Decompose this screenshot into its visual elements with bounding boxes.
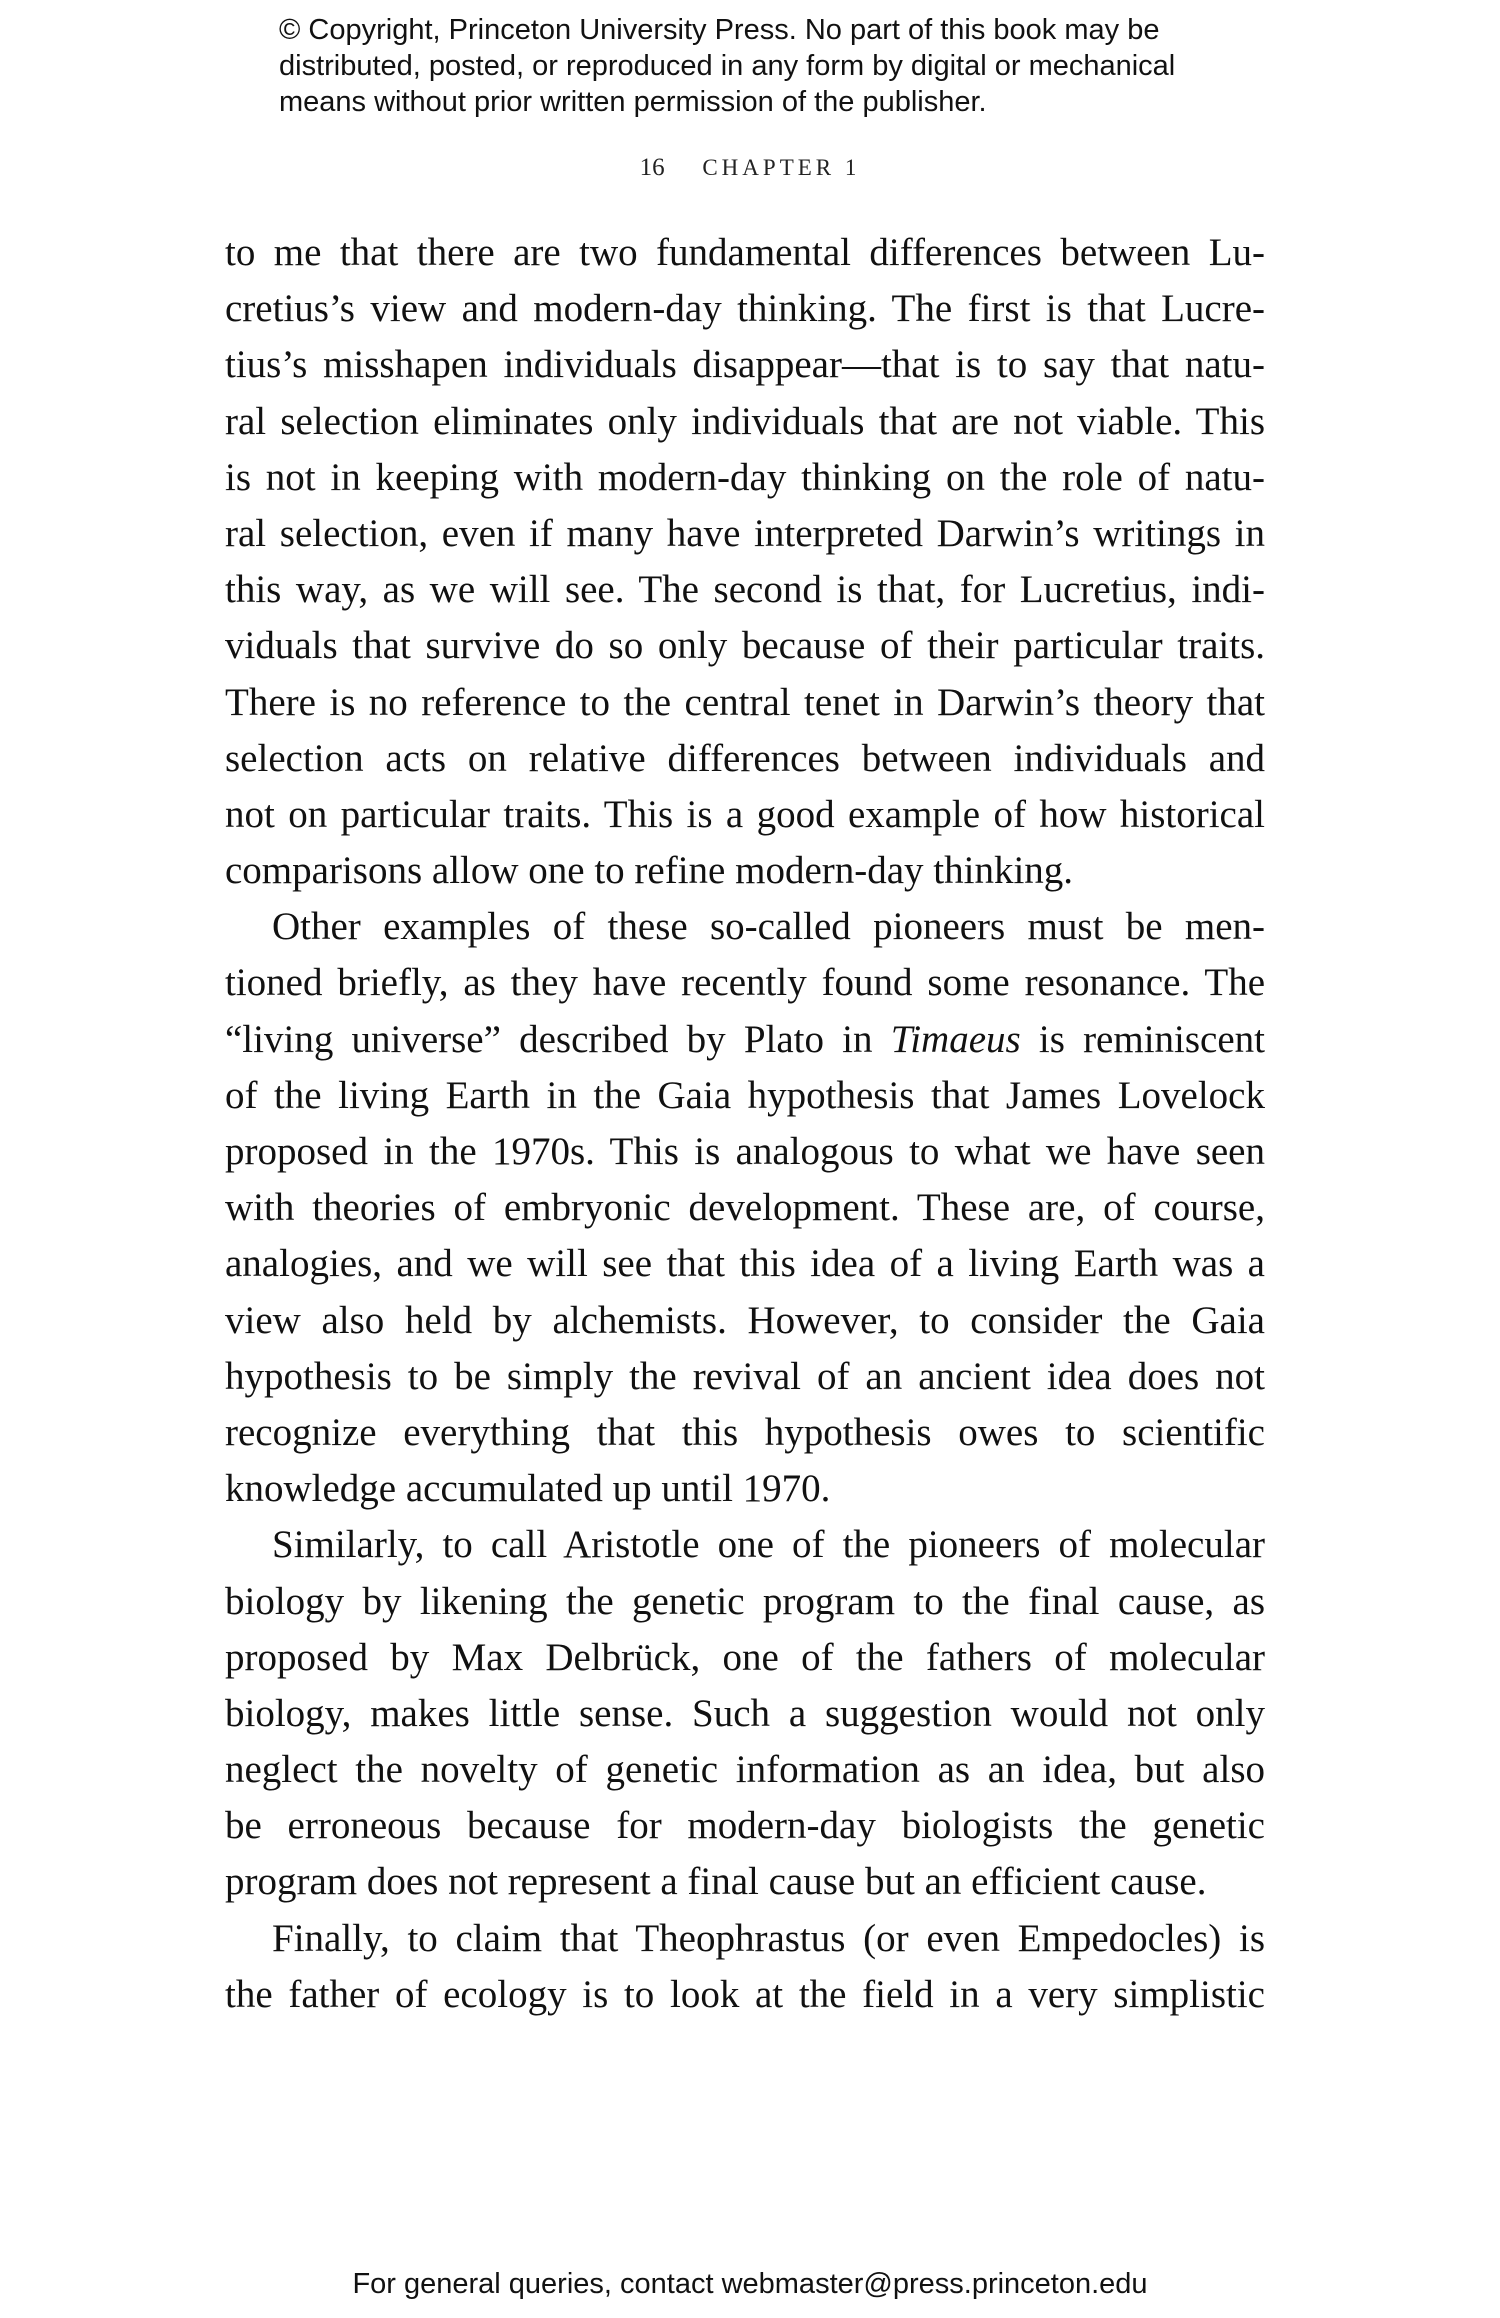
text-line: tioned briefly, as they have recently found some resonance. The — [225, 961, 1265, 1005]
text-line: proposed by Max Delbrück, one of the fathers of molecular — [225, 1635, 1265, 1679]
text-line: tius’s misshapen individuals disappear—that is to say that natu- — [225, 343, 1265, 387]
text-line: Finally, to claim that Theophrastus (or even Empedocles) is — [272, 1916, 1265, 1960]
book-title: Timaeus — [890, 1017, 1021, 1061]
chapter-label: CHAPTER 1 — [702, 155, 861, 180]
text-line: be erroneous because for modern-day biologists the genetic — [225, 1804, 1265, 1848]
copyright-notice — [279, 12, 1279, 120]
text-line: There is no reference to the central tenet in Darwin’s theory that — [225, 680, 1265, 724]
text-line: recognize everything that this hypothesis owes to scientific — [225, 1410, 1265, 1454]
text-line: of the living Earth in the Gaia hypothesis that James Lovelock — [225, 1073, 1265, 1117]
text-line: ral selection eliminates only individuals that are not viable. This — [225, 399, 1265, 443]
text-line: neglect the novelty of genetic information as an idea, but also — [225, 1748, 1265, 1792]
text-line: selection acts on relative differences between individuals and — [225, 736, 1265, 780]
text-line: with theories of embryonic development. These are, of course, — [225, 1186, 1265, 1230]
text-line: viduals that survive do so only because of their particular traits. — [225, 624, 1265, 668]
footer-contact: For general queries, contact webmaster@press.princeton.edu — [352, 2268, 1148, 2300]
text-line: this way, as we will see. The second is that, for Lucretius, indi- — [225, 568, 1265, 612]
text-line: comparisons allow one to refine modern-day thinking. — [225, 849, 1074, 893]
text-line: biology by likening the genetic program to the final cause, as — [225, 1579, 1265, 1623]
text-line: cretius’s view and modern-day thinking. The first is that Lucre- — [225, 287, 1265, 331]
running-head — [0, 154, 1500, 182]
copyright-line: © Copyright, Princeton University Press. No part of this book may be — [279, 14, 1160, 46]
text-line: hypothesis to be simply the revival of an ancient idea does not — [225, 1354, 1265, 1398]
text-line: view also held by alchemists. However, to consider the Gaia — [225, 1298, 1265, 1342]
text-line: analogies, and we will see that this idea of a living Earth was a — [225, 1242, 1265, 1286]
text-line: ral selection, even if many have interpreted Darwin’s writings in — [225, 511, 1265, 555]
copyright-line: distributed, posted, or reproduced in any form by digital or mechanical — [279, 50, 1176, 82]
text-line: Similarly, to call Aristotle one of the pioneers of molecular — [272, 1523, 1265, 1567]
text-line: is not in keeping with modern-day thinking on the role of natu- — [225, 455, 1265, 499]
text-line: biology, makes little sense. Such a suggestion would not only — [225, 1691, 1265, 1735]
body-text — [225, 225, 1265, 2023]
copyright-line: means without prior written permission of the publisher. — [279, 86, 987, 118]
text-line: “living universe” described by Plato in Timaeus is reminiscent — [225, 1017, 1265, 1061]
text-line: to me that there are two fundamental differences between Lu- — [225, 231, 1265, 274]
text-line: knowledge accumulated up until 1970. — [225, 1467, 831, 1511]
page-number: 16 — [639, 154, 665, 181]
text-line: the father of ecology is to look at the field in a very simplistic — [225, 1972, 1265, 2016]
text-line: not on particular traits. This is a good example of how historical — [225, 792, 1265, 836]
text-line: proposed in the 1970s. This is analogous to what we have seen — [225, 1130, 1265, 1173]
text-line: Other examples of these so-called pioneers must be men- — [272, 905, 1265, 949]
text-line: program does not represent a final cause but an efficient cause. — [225, 1860, 1207, 1904]
